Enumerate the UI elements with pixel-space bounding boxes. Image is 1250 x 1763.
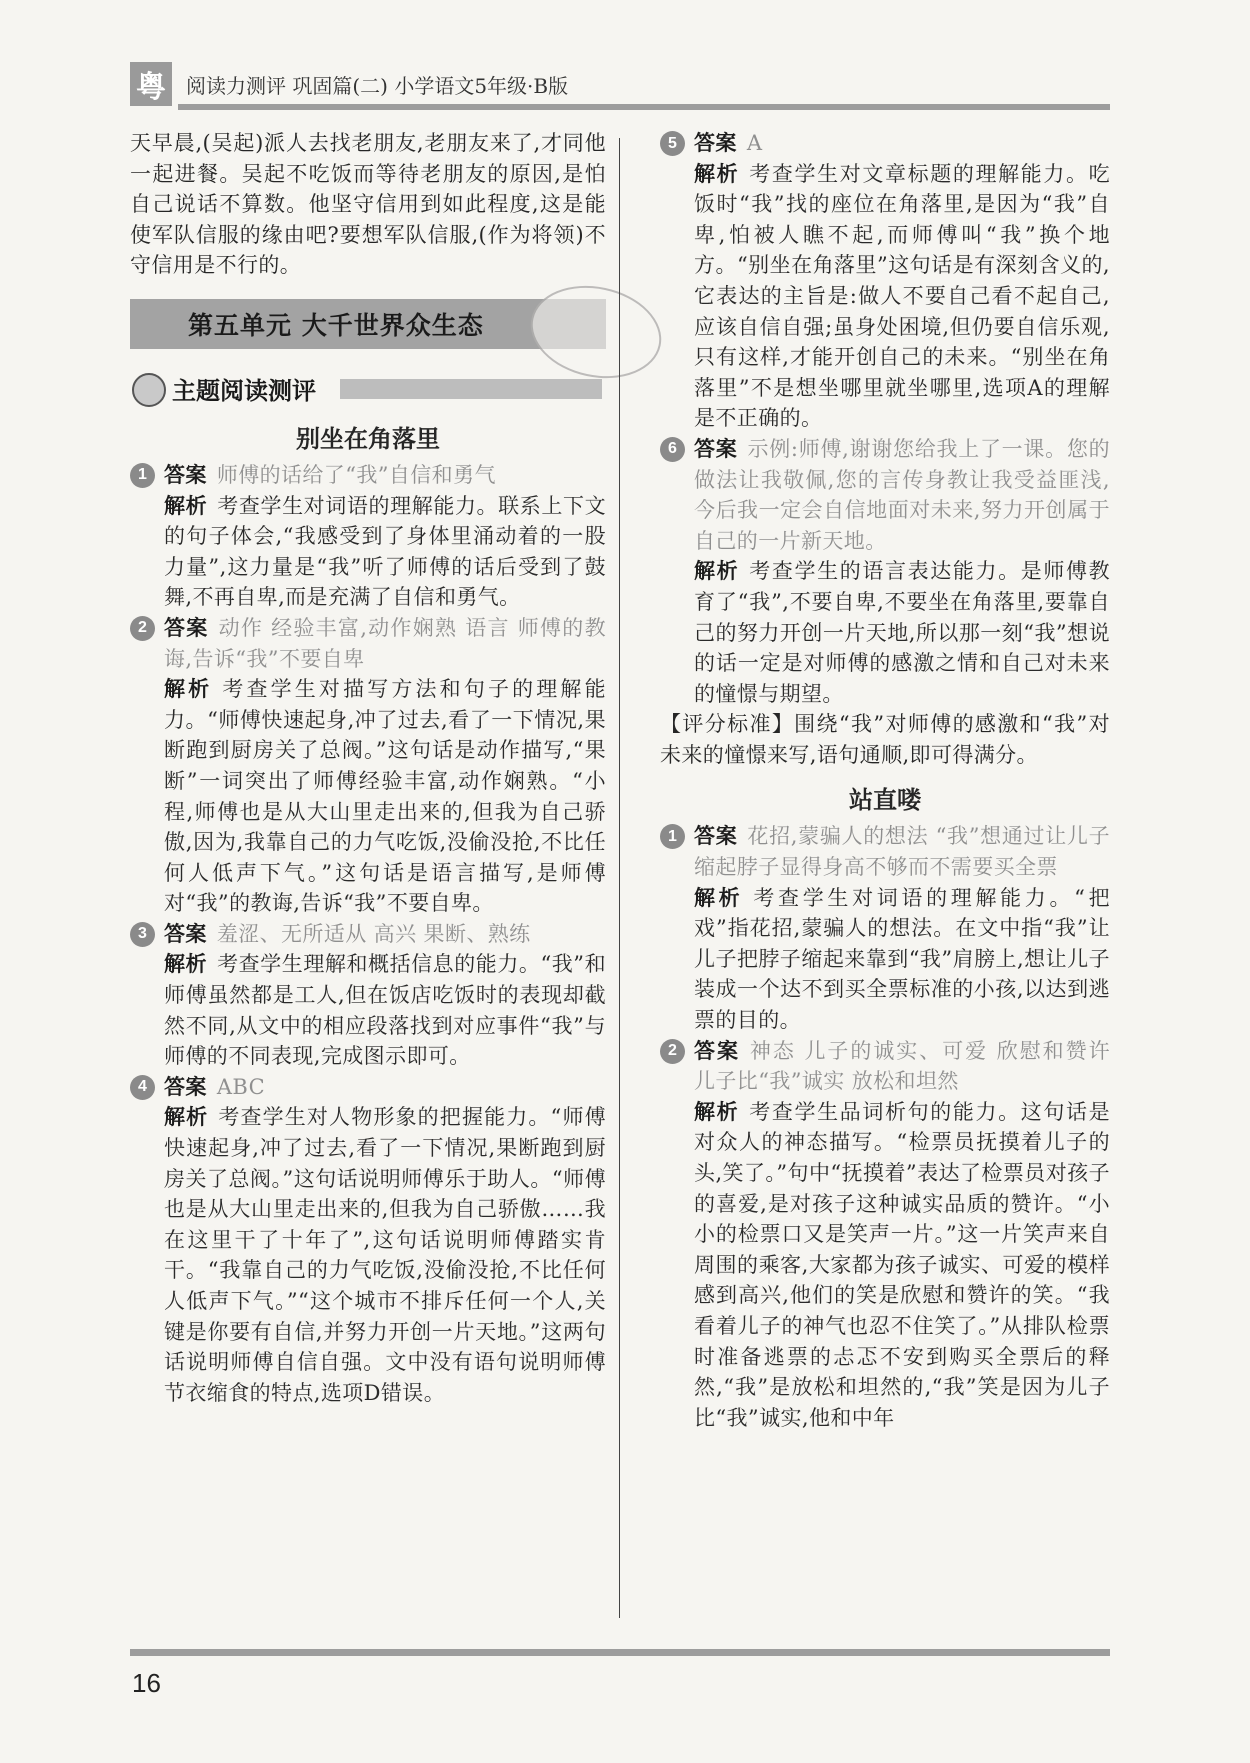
- answer-text: 羞涩、无所适从 高兴 果断、熟练: [216, 921, 531, 946]
- answer-line: [694, 434, 1110, 556]
- analysis-label: 解析: [694, 160, 740, 186]
- answer-text: A: [746, 131, 763, 155]
- question-number: 5: [660, 131, 685, 156]
- analysis-label: 解析: [694, 1098, 740, 1124]
- right-column: [660, 128, 1110, 1433]
- question-number: 1: [130, 463, 155, 488]
- answer-label: 答案: [694, 1037, 740, 1063]
- analysis-text: 考查学生对词语的理解能力。联系上下文的句子体会,“我感受到了身体里涌动着的一股力量”,这力量是“我”听了师傅的话后受到了鼓舞,不再自卑,而是充满了自信和勇气。: [164, 493, 606, 610]
- unit-title: 第五单元 大千世界众生态: [188, 310, 484, 340]
- column-divider: [619, 138, 620, 1618]
- header-title: 阅读力测评 巩固篇(二) 小学语文5年级·B版: [186, 74, 569, 98]
- answer-text: 师傅的话给了“我”自信和勇气: [216, 462, 496, 487]
- question-item: [130, 1072, 606, 1409]
- answer-line: [164, 613, 606, 674]
- answer-label: 答案: [694, 435, 738, 461]
- analysis-label: 解析: [164, 1104, 209, 1130]
- mascot-icon: [132, 373, 166, 407]
- answer-label: 答案: [694, 130, 737, 155]
- answer-label: 答案: [164, 920, 207, 946]
- analysis-line: [164, 1102, 606, 1408]
- question-item: [660, 1036, 1110, 1434]
- question-item: [660, 128, 1110, 434]
- answer-label: 答案: [694, 823, 738, 849]
- question-item: [660, 434, 1110, 709]
- answer-text: 示例:师傅,谢谢您给我上了一课。您的做法让我敬佩,您的言传身教让我受益匪浅,今后我一定会自信地面对未来,努力开创属于自己的一片新天地。: [694, 436, 1110, 553]
- analysis-line: [694, 883, 1110, 1036]
- answer-text: 神态 儿子的诚实、可爱 欣慰和赞许 儿子比“我”诚实 放松和坦然: [694, 1038, 1110, 1094]
- article-title: 别坐在角落里: [296, 424, 440, 453]
- analysis-line: [164, 674, 606, 919]
- analysis-line: [164, 491, 606, 613]
- question-number: 3: [130, 922, 155, 947]
- publisher-logo: 粤: [130, 62, 172, 106]
- section-heading: [130, 369, 606, 409]
- answer-line: [164, 460, 606, 491]
- answer-label: 答案: [164, 1073, 207, 1099]
- article-title: 站直喽: [849, 786, 921, 815]
- analysis-label: 解析: [694, 558, 740, 584]
- analysis-text: 考查学生品词析句的能力。这句话是对众人的神态描写。“检票员抚摸着儿子的头,笑了。”句中“抚摸着”表达了检票员对孩子的喜爱,是对孩子这种诚实品质的赞许。“小小的检票口又是笑声一片。”这一片笑声来自周围的乘客,大家都为孩子诚实、可爱的模样感到高兴,他们的笑是欣慰和赞许的笑。“我看着儿子的神气也忍不住笑了。”从排队检票时准备逃票的忐忑不安到购买全票后的释然,“我”是放松和坦然的,“我”笑是因为儿子比“我”诚实,他和中年: [694, 1099, 1110, 1430]
- header-rule: [178, 104, 1110, 110]
- answer-text: 花招,蒙骗人的想法 “我”想通过让儿子缩起脖子显得身高不够而不需要买全票: [694, 824, 1111, 880]
- scoring-standard: 【评分标准】围绕“我”对师傅的感激和“我”对未来的憧憬来写,语句通顺,即可得满分。: [660, 712, 1110, 767]
- answer-line: [164, 919, 606, 950]
- analysis-line: [694, 1097, 1110, 1434]
- section-bar: [340, 379, 602, 399]
- question-item: [130, 919, 606, 1072]
- unit-banner: [130, 299, 606, 349]
- question-item: [660, 821, 1110, 1035]
- answer-line: [694, 1036, 1110, 1097]
- answer-text: 动作 经验丰富,动作娴熟 语言 师傅的教诲,告诉“我”不要自卑: [164, 615, 606, 671]
- answer-line: [694, 821, 1110, 882]
- answer-label: 答案: [164, 461, 207, 487]
- analysis-text: 考查学生对文章标题的理解能力。吃饭时“我”找的座位在角落里,是因为“我”自卑,怕被人瞧不起,而师傅叫“我”换个地方。“别坐在角落里”这句话是有深刻含义的,它表达的主旨是:做人不要自己看不起自己,应该自信自强;虽身处困境,但仍要自信乐观,只有这样,才能开创自己的未来。“别坐在角落里”不是想坐哪里就坐哪里,选项A的理解是不正确的。: [694, 161, 1110, 431]
- analysis-text: 考查学生对描写方法和句子的理解能力。“师傅快速起身,冲了过去,看了一下情况,果断跑到厨房关了总阀。”这句话是动作描写,“果断”一词突出了师傅经验丰富,动作娴熟。“小程,师傅也是从大山里走出来的,但我为自己骄傲,因为,我靠自己的力气吃饭,没偷没抢,不比任何人低声下气。”这句话是语言描写,是师傅对“我”的教诲,告诉“我”不要自卑。: [164, 677, 606, 916]
- page-number: 16: [132, 1668, 161, 1698]
- analysis-line: [694, 159, 1110, 434]
- page-header: [130, 62, 1110, 112]
- answer-line: [164, 1072, 606, 1103]
- intro-paragraph: 天早晨,(吴起)派人去找老朋友,老朋友来了,才同他一起进餐。吴起不吃饭而等待老朋友的原因,是怕自己说话不算数。他坚守信用到如此程度,这是能使军队信服的缘由吧?要想军队信服,(作为将领)不守信用是不行的。: [130, 131, 606, 278]
- section-label: 主题阅读测评: [172, 375, 316, 405]
- analysis-text: 考查学生理解和概括信息的能力。“我”和师傅虽然都是工人,但在饭店吃饭时的表现却截然不同,从文中的相应段落找到对应事件“我”与师傅的不同表现,完成图示即可。: [164, 952, 606, 1069]
- answer-label: 答案: [164, 614, 209, 640]
- analysis-line: [164, 949, 606, 1071]
- left-column: [130, 128, 606, 1408]
- question-number: 6: [660, 437, 685, 462]
- question-number: 1: [660, 824, 685, 849]
- analysis-label: 解析: [694, 884, 744, 910]
- answer-line: [694, 128, 1110, 159]
- question-number: 4: [130, 1075, 155, 1100]
- question-item: [130, 460, 606, 613]
- footer-rule: [130, 1649, 1110, 1656]
- answer-text: ABC: [216, 1074, 266, 1099]
- analysis-text: 考查学生对词语的理解能力。“把戏”指花招,蒙骗人的想法。在文中指“我”让儿子把脖子缩起来靠到“我”肩膀上,想让儿子装成一个达不到买全票标准的小孩,以达到逃票的目的。: [694, 885, 1110, 1033]
- question-number: 2: [660, 1039, 685, 1064]
- analysis-label: 解析: [164, 676, 213, 702]
- analysis-text: 考查学生对人物形象的把握能力。“师傅快速起身,冲了过去,看了一下情况,果断跑到厨房关了总阀。”这句话说明师傅乐于助人。“师傅也是从大山里走出来的,但我为自己骄傲……我在这里干了十年了”,这句话说明师傅踏实肯干。“我靠自己的力气吃饭,没偷没抢,不比任何人低声下气。”“这个城市不排斥任何一个人,关键是你要有自信,并努力开创一片天地。”这两句话说明师傅自信自强。文中没有语句说明师傅节衣缩食的特点,选项D错误。: [164, 1105, 606, 1405]
- analysis-text: 考查学生的语言表达能力。是师傅教育了“我”,不要自卑,不要坐在角落里,要靠自己的努力开创一片天地,所以那一刻“我”想说的话一定是对师傅的感激之情和自己对未来的憧憬与期望。: [694, 559, 1110, 706]
- analysis-label: 解析: [164, 951, 208, 977]
- question-item: [130, 613, 606, 919]
- analysis-line: [694, 556, 1110, 709]
- question-number: 2: [130, 616, 155, 641]
- analysis-label: 解析: [164, 492, 208, 518]
